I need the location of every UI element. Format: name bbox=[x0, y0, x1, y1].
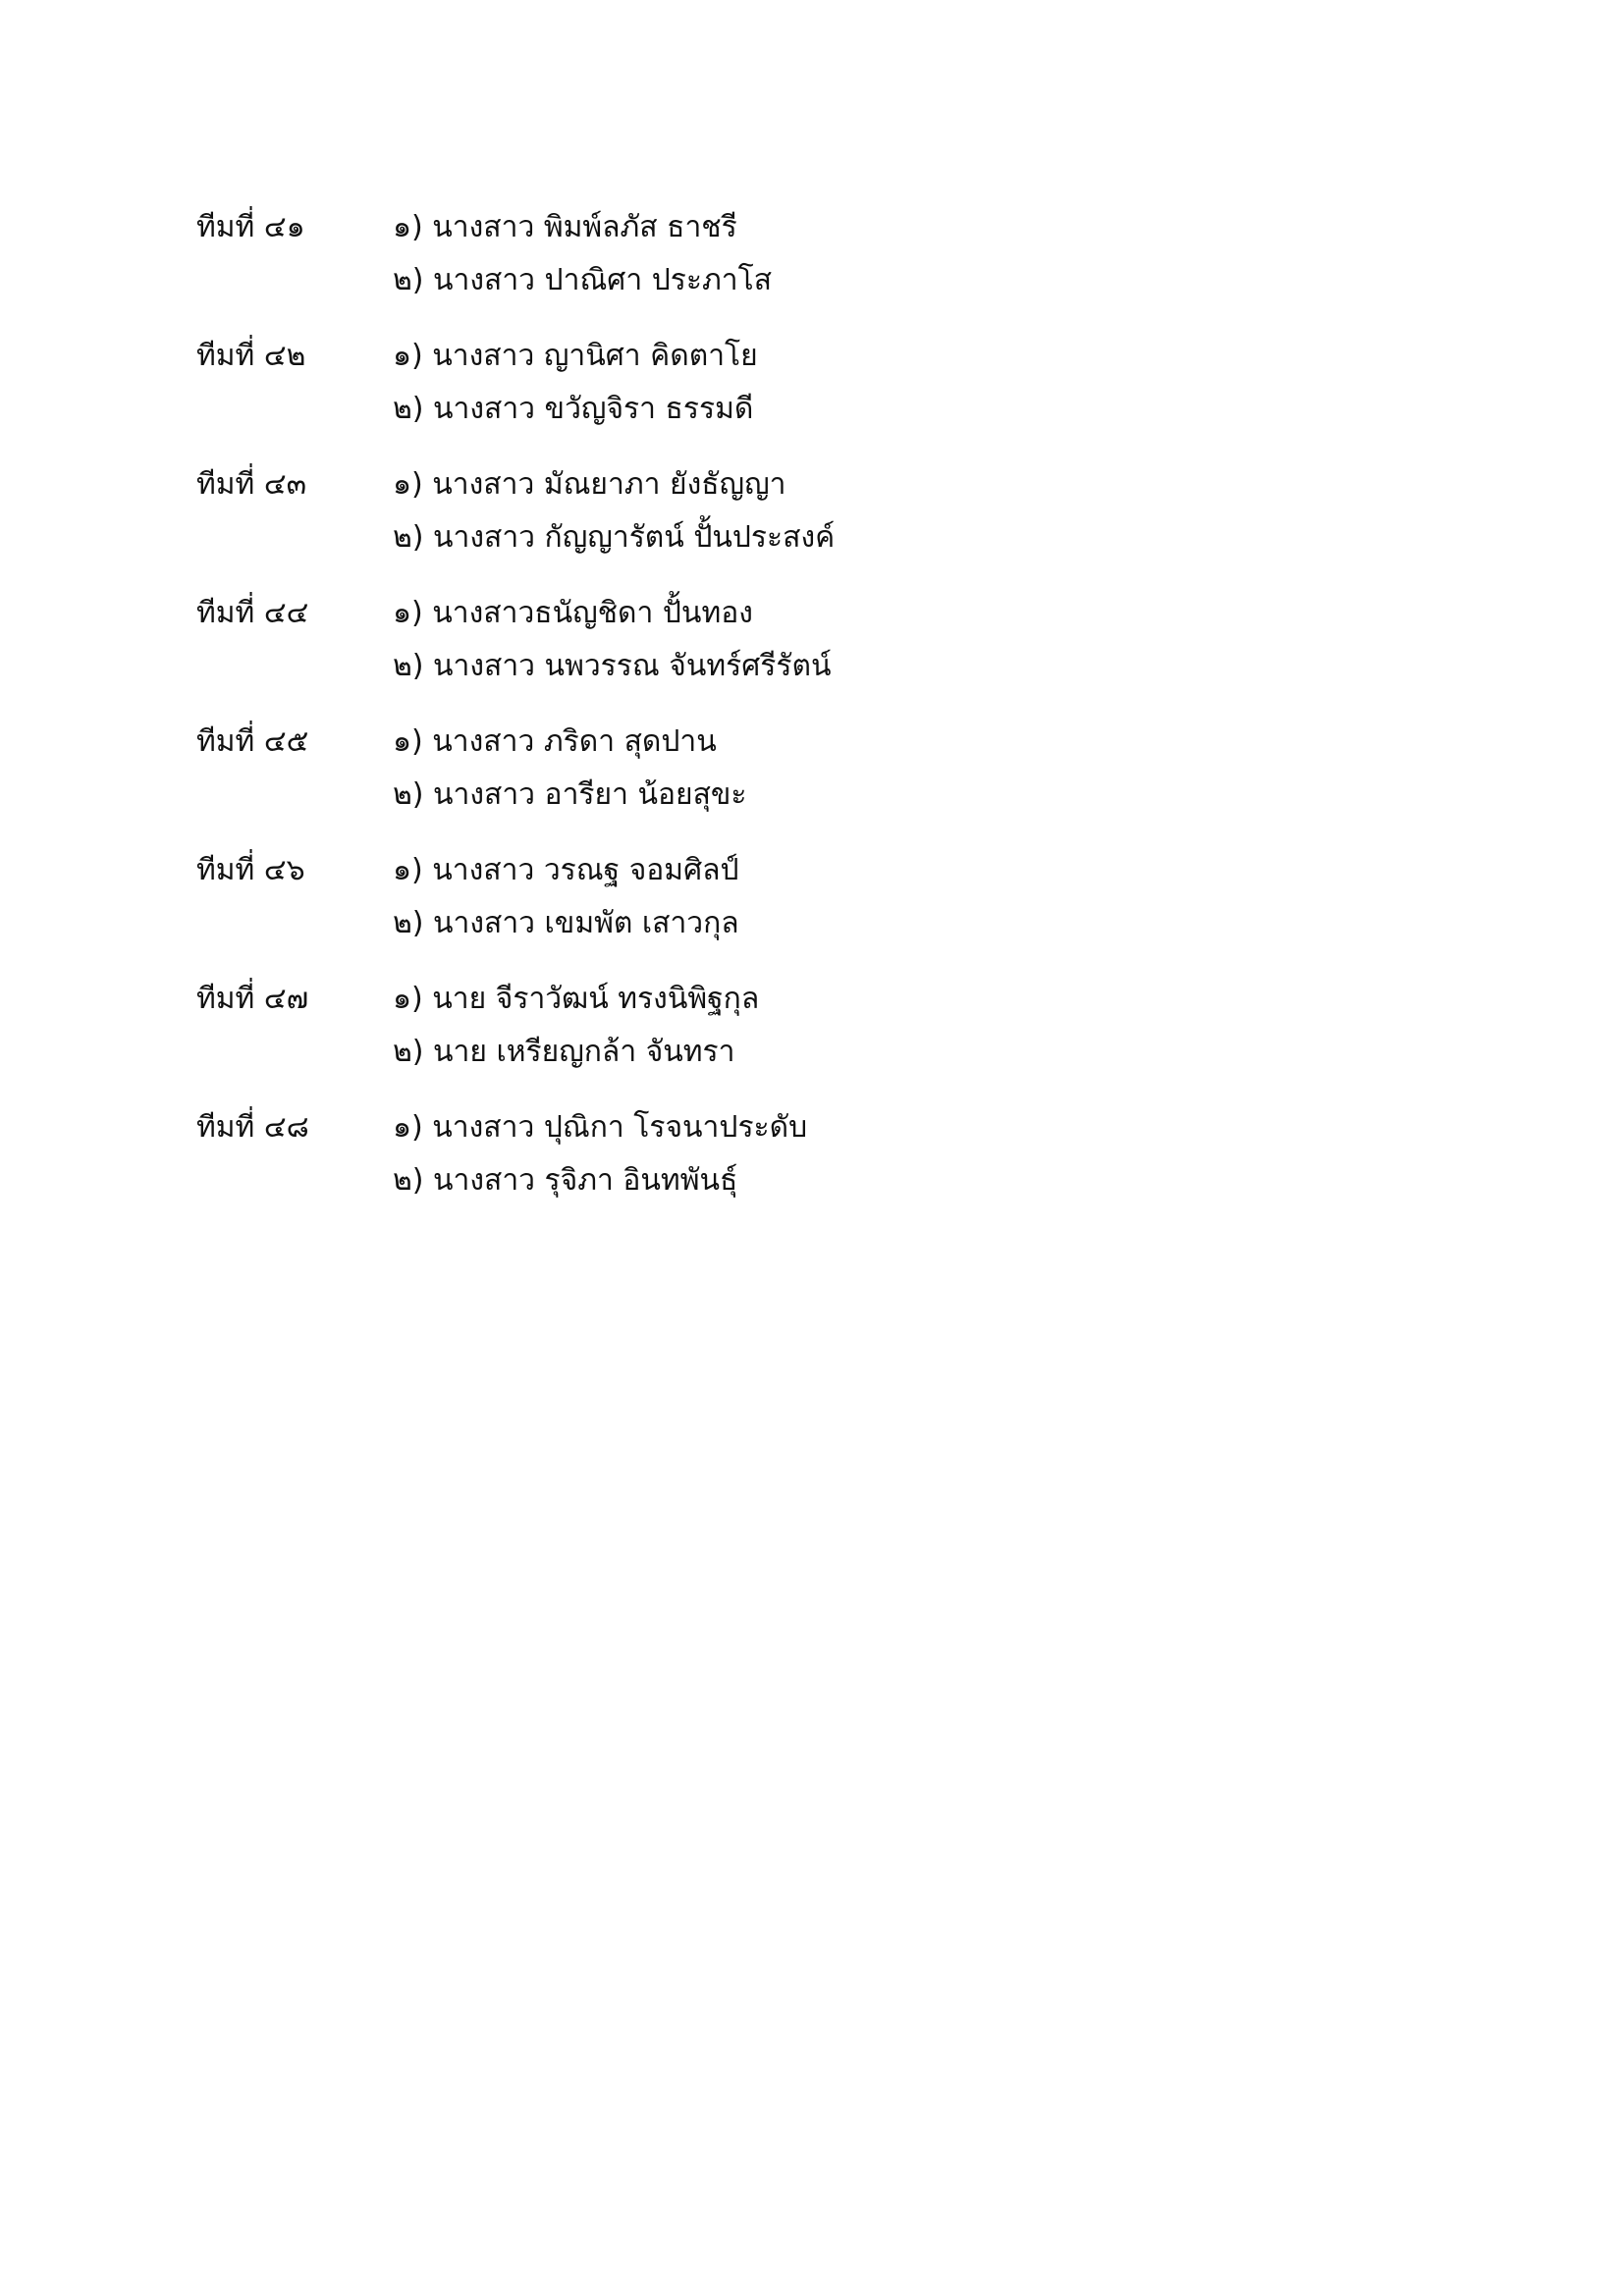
member-2: ๒) นางสาว กัญญารัตน์ ปั้นประสงค์ bbox=[393, 520, 836, 555]
team-label: ทีมที่ ๔๒ bbox=[196, 339, 306, 373]
team-42 bbox=[196, 330, 1276, 458]
team-45 bbox=[196, 716, 1276, 844]
member-1: ๑) นางสาว ปุณิกา โรจนาประดับ bbox=[393, 1110, 808, 1145]
member-2: ๒) นางสาว ขวัญจิรา ธรรมดี bbox=[393, 392, 754, 426]
member-1: ๑) นาย จีราวัฒน์ ทรงนิพิฐกุล bbox=[393, 982, 760, 1016]
team-label: ทีมที่ ๔๕ bbox=[196, 724, 309, 759]
member-2: ๒) นางสาว รุจิภา อินทพันธุ์ bbox=[393, 1163, 738, 1198]
team-label: ทีมที่ ๔๘ bbox=[196, 1110, 309, 1145]
member-2: ๒) นางสาว อารียา น้อยสุขะ bbox=[393, 777, 747, 812]
member-list bbox=[393, 201, 772, 307]
team-41 bbox=[196, 201, 1276, 330]
member-2: ๒) นางสาว เขมพัต เสาวกุล bbox=[393, 906, 739, 940]
member-list bbox=[393, 973, 759, 1079]
member-2: ๒) นางสาว ปาณิศา ประภาโส bbox=[393, 263, 773, 297]
member-2: ๒) นางสาว นพวรรณ จันทร์ศรีรัตน์ bbox=[393, 649, 832, 683]
team-label: ทีมที่ ๔๖ bbox=[196, 853, 305, 887]
member-list bbox=[393, 587, 832, 693]
member-1: ๑) นางสาวธนัญชิดา ปั้นทอง bbox=[393, 596, 753, 630]
member-1: ๑) นางสาว มัณยาภา ยังธัญญา bbox=[393, 467, 786, 502]
member-1: ๑) นางสาว วรณฐ จอมศิลป์ bbox=[393, 853, 739, 887]
team-label: ทีมที่ ๔๓ bbox=[196, 467, 307, 502]
team-44 bbox=[196, 587, 1276, 716]
member-list bbox=[393, 716, 747, 822]
member-2: ๒) นาย เหรียญกล้า จันทรา bbox=[393, 1035, 735, 1069]
team-48 bbox=[196, 1101, 1276, 1230]
member-1: ๑) นางสาว ภริดา สุดปาน bbox=[393, 724, 717, 759]
team-label: ทีมที่ ๔๗ bbox=[196, 982, 309, 1016]
member-list bbox=[393, 330, 758, 436]
member-1: ๑) นางสาว พิมพ์ลภัส ธาชรี bbox=[393, 210, 737, 244]
team-label: ทีมที่ ๔๑ bbox=[196, 210, 305, 244]
team-43 bbox=[196, 458, 1276, 587]
team-list bbox=[196, 201, 1276, 1230]
member-list bbox=[393, 844, 739, 950]
member-list bbox=[393, 1101, 807, 1207]
team-46 bbox=[196, 844, 1276, 973]
team-47 bbox=[196, 973, 1276, 1101]
team-label: ทีมที่ ๔๔ bbox=[196, 596, 309, 630]
member-list bbox=[393, 458, 835, 564]
member-1: ๑) นางสาว ญานิศา คิดตาโย bbox=[393, 339, 758, 373]
